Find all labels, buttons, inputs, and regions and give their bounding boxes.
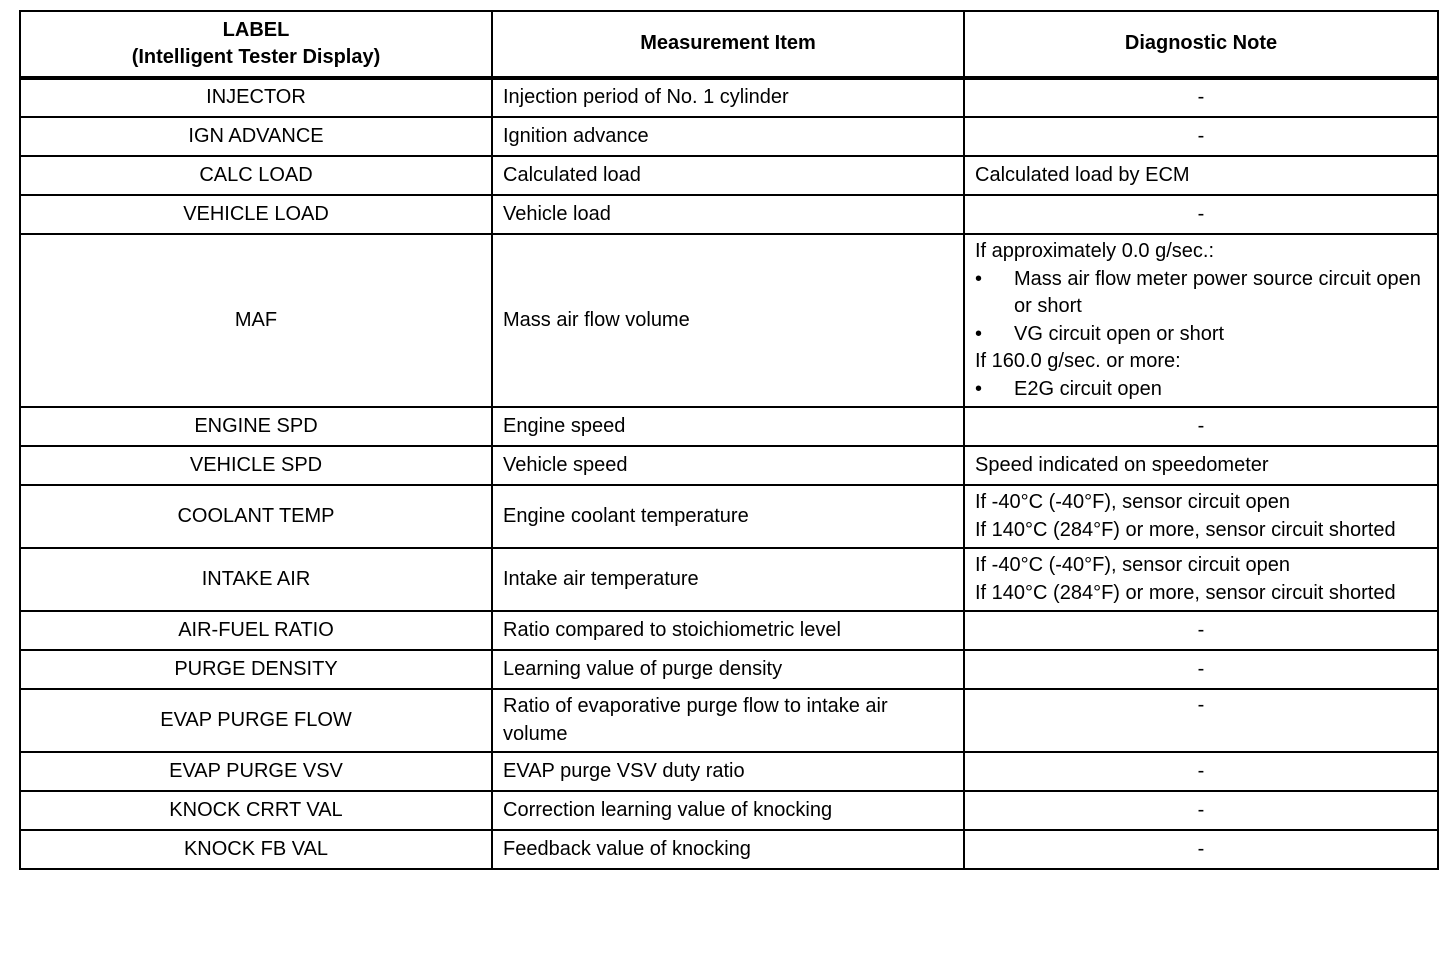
row-label: CALC LOAD: [20, 156, 492, 195]
row-diagnostic-note: -: [964, 78, 1438, 117]
note-bullet: • VG circuit open or short: [975, 321, 1427, 349]
table-row: [20, 611, 1438, 650]
row-measurement-item: Mass air flow volume: [492, 234, 964, 407]
row-measurement-item: Vehicle speed: [492, 446, 964, 485]
table-row: [20, 78, 1438, 117]
note-line: If 160.0 g/sec. or more:: [975, 350, 1181, 372]
row-measurement-item: Engine coolant temperature: [492, 485, 964, 548]
row-diagnostic-note: Calculated load by ECM: [964, 156, 1438, 195]
note-bullet: • Mass air flow meter power source circuit open or short: [975, 266, 1427, 321]
table-row: [20, 791, 1438, 830]
table-row: [20, 156, 1438, 195]
table-row: [20, 446, 1438, 485]
row-label: INTAKE AIR: [20, 548, 492, 611]
header-label-line2: (Intelligent Tester Display): [131, 46, 381, 68]
table-row: [20, 650, 1438, 689]
row-diagnostic-note: -: [964, 650, 1438, 689]
row-measurement-item: Learning value of purge density: [492, 650, 964, 689]
note-line: If 140°C (284°F) or more, sensor circuit shorted: [975, 518, 1396, 541]
row-diagnostic-note: -: [964, 117, 1438, 156]
row-label: VEHICLE SPD: [20, 446, 492, 485]
row-measurement-item: Calculated load: [492, 156, 964, 195]
row-diagnostic-note: [964, 485, 1438, 548]
row-diagnostic-note: -: [964, 791, 1438, 830]
row-measurement-item: Injection period of No. 1 cylinder: [492, 78, 964, 117]
table-row: [20, 548, 1438, 611]
row-label: MAF: [20, 234, 492, 407]
table-row: [20, 234, 1438, 407]
row-label: EVAP PURGE VSV: [20, 752, 492, 791]
row-label: IGN ADVANCE: [20, 117, 492, 156]
row-label: INJECTOR: [20, 78, 492, 117]
row-measurement-item: Vehicle load: [492, 195, 964, 234]
row-diagnostic-note: -: [964, 611, 1438, 650]
row-label: PURGE DENSITY: [20, 650, 492, 689]
row-label: VEHICLE LOAD: [20, 195, 492, 234]
table-row: [20, 407, 1438, 446]
header-label-line1: LABEL: [222, 18, 290, 41]
row-measurement-item: Engine speed: [492, 407, 964, 446]
table-row: [20, 752, 1438, 791]
row-measurement-item: Ratio compared to stoichiometric level: [492, 611, 964, 650]
table-row: [20, 485, 1438, 548]
row-label: EVAP PURGE FLOW: [20, 689, 492, 752]
row-measurement-item: Correction learning value of knocking: [492, 791, 964, 830]
row-label: AIR-FUEL RATIO: [20, 611, 492, 650]
header-row: [20, 11, 1438, 78]
note-line: If -40°C (-40°F), sensor circuit open: [975, 491, 1290, 513]
header-measurement-item: Measurement Item: [492, 11, 964, 78]
header-diagnostic-note: Diagnostic Note: [964, 11, 1438, 78]
header-label: [20, 11, 492, 78]
row-diagnostic-note: Speed indicated on speedometer: [964, 446, 1438, 485]
row-label: COOLANT TEMP: [20, 485, 492, 548]
row-diagnostic-note: [964, 548, 1438, 611]
row-diagnostic-note: -: [964, 830, 1438, 869]
note-line: If approximately 0.0 g/sec.:: [975, 240, 1215, 262]
row-measurement-item: Feedback value of knocking: [492, 830, 964, 869]
table-row: [20, 830, 1438, 869]
row-diagnostic-note: -: [964, 689, 1438, 752]
row-measurement-item: Ignition advance: [492, 117, 964, 156]
row-diagnostic-note: -: [964, 195, 1438, 234]
note-line: If 140°C (284°F) or more, sensor circuit shorted: [975, 581, 1396, 604]
table-row: [20, 117, 1438, 156]
row-label: ENGINE SPD: [20, 407, 492, 446]
row-label: KNOCK CRRT VAL: [20, 791, 492, 830]
row-diagnostic-note: [964, 234, 1438, 407]
row-measurement-item: Ratio of evaporative purge flow to intake air volume: [492, 689, 964, 752]
table-row: [20, 195, 1438, 234]
row-measurement-item: EVAP purge VSV duty ratio: [492, 752, 964, 791]
row-label: KNOCK FB VAL: [20, 830, 492, 869]
note-bullet: • E2G circuit open: [975, 376, 1427, 404]
row-diagnostic-note: -: [964, 407, 1438, 446]
data-list-table: [19, 10, 1439, 870]
note-line: If -40°C (-40°F), sensor circuit open: [975, 554, 1290, 576]
row-diagnostic-note: -: [964, 752, 1438, 791]
table-row: [20, 689, 1438, 752]
row-measurement-item: Intake air temperature: [492, 548, 964, 611]
